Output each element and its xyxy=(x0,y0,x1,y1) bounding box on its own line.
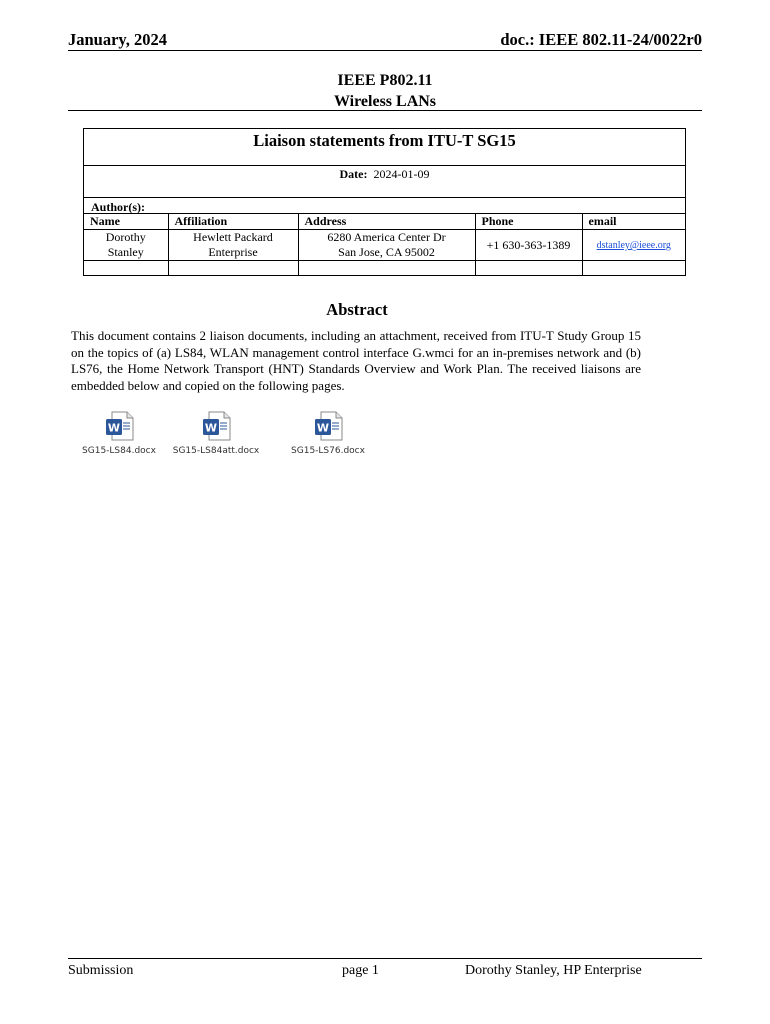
abstract-text: This document contains 2 liaison documents, including an attachment, received from ITU-T Study Group 15 on the topics of (a) LS84, WLAN management control interface G.wmci for an in-premises network and (b) LS76, the Home Network Transport (HNT) Standards Overview and Work Plan. The received liaisons are embedded below and copied on the following pages. xyxy=(71,328,641,393)
date-row xyxy=(84,166,685,198)
footer-page-number: page 1 xyxy=(342,963,379,978)
cover-table xyxy=(83,128,686,276)
page-footer xyxy=(68,958,702,989)
abstract-heading: Abstract xyxy=(326,300,388,319)
word-document-icon xyxy=(104,410,134,442)
title-line-2: Wireless LANs xyxy=(333,93,437,110)
date-label: Date: xyxy=(339,167,368,181)
word-document-icon xyxy=(313,410,343,442)
attachment-filename: SG15-LS84att.docx xyxy=(172,446,260,456)
attachment-filename: SG15-LS84.docx xyxy=(82,446,156,456)
title-line-1: IEEE P802.11 xyxy=(337,72,433,89)
word-document-icon xyxy=(201,410,231,442)
attachment-sg15-ls76[interactable] xyxy=(285,410,371,456)
footer-author: Dorothy Stanley, HP Enterprise xyxy=(465,963,642,978)
col-address: Address xyxy=(298,214,475,230)
table-row xyxy=(84,261,685,276)
author-affiliation: Hewlett Packard Enterprise xyxy=(168,230,298,261)
author-name: Dorothy Stanley xyxy=(84,230,168,261)
attachment-sg15-ls84att[interactable] xyxy=(168,410,264,456)
author-email-link[interactable]: dstanley@ieee.org xyxy=(596,240,671,251)
attachment-sg15-ls84[interactable] xyxy=(78,410,160,456)
authors-label: Author(s): xyxy=(84,198,685,214)
footer-submission: Submission xyxy=(68,963,134,978)
attachment-filename: SG15-LS76.docx xyxy=(291,446,365,456)
author-address: 6280 America Center Dr San Jose, CA 95002 xyxy=(298,230,475,261)
author-email-cell xyxy=(582,230,685,261)
svg-text:W: W xyxy=(316,421,330,435)
document-title: Liaison statements from ITU-T SG15 xyxy=(84,129,685,166)
header-doc-id: doc.: IEEE 802.11-24/0022r0 xyxy=(500,30,702,49)
table-row xyxy=(84,230,685,261)
svg-text:W: W xyxy=(107,421,121,435)
page-header xyxy=(68,28,702,51)
authors-table xyxy=(84,214,685,275)
svg-text:W: W xyxy=(204,421,218,435)
col-phone: Phone xyxy=(475,214,582,230)
col-email: email xyxy=(582,214,685,230)
author-phone: +1 630-363-1389 xyxy=(475,230,582,261)
date-value: 2024-01-09 xyxy=(373,167,430,181)
col-affiliation: Affiliation xyxy=(168,214,298,230)
authors-header-row xyxy=(84,214,685,230)
header-date: January, 2024 xyxy=(68,30,168,49)
col-name: Name xyxy=(84,214,168,230)
title-block xyxy=(68,70,702,111)
